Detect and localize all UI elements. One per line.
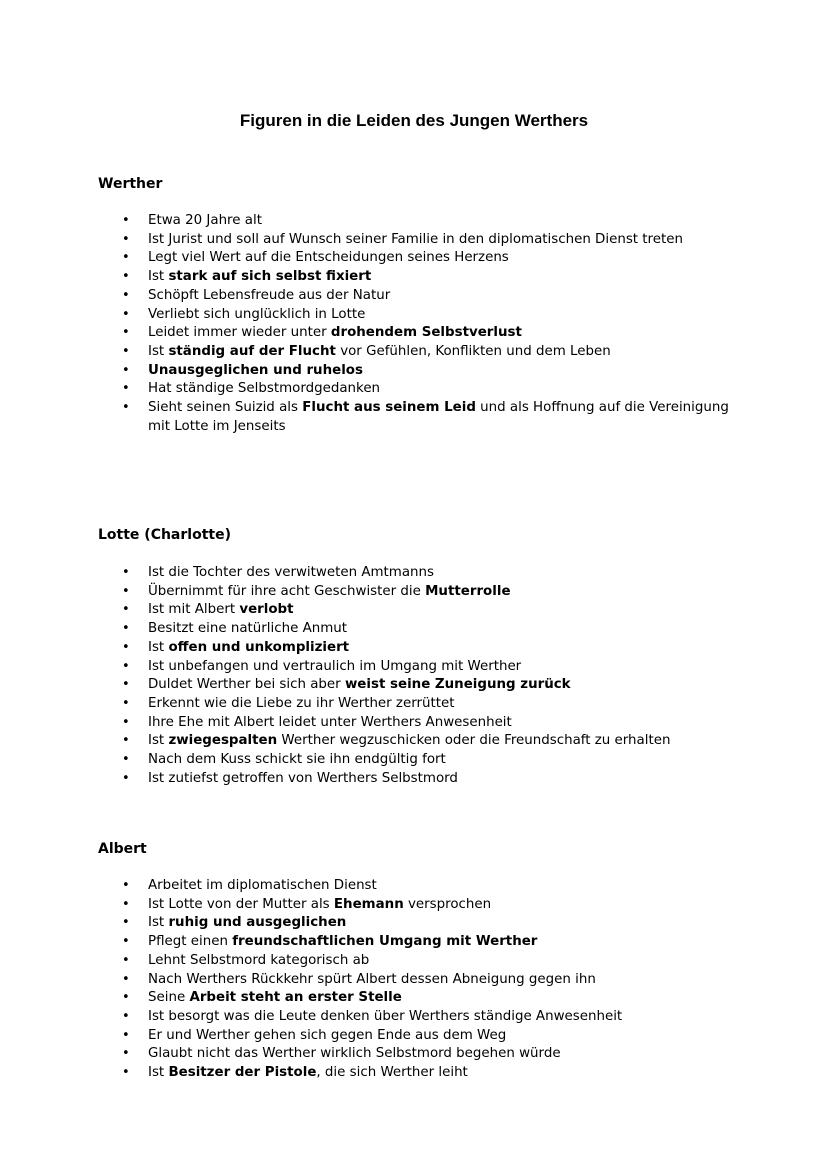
list-item — [0, 658, 828, 677]
bullet-icon: • — [122, 658, 130, 674]
item-text: Ist — [148, 1065, 169, 1081]
list-item — [0, 770, 828, 789]
item-text: Schöpft Lebensfreude aus der Natur — [148, 287, 391, 303]
bullet-icon: • — [122, 583, 130, 599]
list-item — [0, 287, 828, 306]
item-text: Er und Werther gehen sich gegen Ende aus dem Weg — [148, 1027, 507, 1043]
emphasis-text: offen und unkompliziert — [168, 639, 350, 655]
bullet-icon: • — [122, 752, 130, 768]
emphasis-text: weist seine Zuneigung zurück — [344, 677, 571, 693]
bullet-icon: • — [122, 621, 130, 637]
emphasis-text: Mutterrolle — [425, 583, 511, 599]
list-item — [0, 620, 828, 639]
emphasis-text: Ehemann — [333, 896, 404, 912]
bullet-icon: • — [122, 639, 130, 655]
item-text: Hat ständige Selbstmordgedanken — [148, 381, 381, 397]
item-text: Ist unbefangen und vertraulich im Umgang mit Werther — [148, 658, 522, 674]
item-text: Glaubt nicht das Werther wirklich Selbstmord begehen würde — [148, 1046, 561, 1062]
list-item — [0, 212, 828, 231]
list-item — [0, 695, 828, 714]
item-text: Ist — [148, 733, 169, 749]
emphasis-text: drohendem Selbstverlust — [330, 325, 522, 341]
document-title: Figuren in die Leiden des Jungen Werthers — [239, 111, 589, 130]
emphasis-text: Flucht aus seinem Leid — [302, 400, 476, 416]
list-item — [0, 877, 828, 896]
bullet-icon: • — [122, 1027, 130, 1043]
item-text: Arbeitet im diplomatischen Dienst — [148, 878, 377, 893]
list-item — [0, 343, 828, 362]
albert-list — [0, 877, 828, 1083]
item-text: Ist die Tochter des verwitweten Amtmanns — [148, 565, 434, 580]
list-item — [0, 231, 828, 250]
item-text: Duldet Werther bei sich aber — [148, 677, 345, 693]
item-text: Nach dem Kuss schickt sie ihn endgültig fort — [148, 752, 446, 768]
bullet-icon: • — [122, 231, 130, 247]
item-text: und als Hoffnung auf die Vereinigung mit Lotte im Jenseits — [148, 400, 729, 434]
item-text: Erkennt wie die Liebe zu ihr Werther zerrüttet — [148, 695, 455, 711]
emphasis-text: Besitzer der Pistole — [168, 1065, 317, 1081]
bullet-icon: • — [122, 1008, 130, 1024]
emphasis-text: zwiegespalten — [168, 733, 278, 749]
emphasis-text: freundschaftlichen Umgang mit Werther — [232, 934, 538, 950]
bullet-icon: • — [122, 878, 130, 893]
list-item — [0, 601, 828, 620]
bullet-icon: • — [122, 934, 130, 950]
section-heading-albert: Albert — [98, 841, 147, 857]
list-item — [0, 639, 828, 658]
list-item — [0, 914, 828, 933]
list-item — [0, 362, 828, 381]
item-text: Sieht seinen Suizid als — [148, 400, 303, 416]
bullet-icon: • — [122, 695, 130, 711]
werther-list — [0, 212, 828, 436]
item-text: vor Gefühlen, Konflikten und dem Leben — [335, 343, 611, 359]
bullet-icon: • — [122, 733, 130, 749]
section-heading-lotte: Lotte (Charlotte) — [98, 527, 231, 543]
item-text: Besitzt eine natürliche Anmut — [148, 621, 347, 637]
bullet-icon: • — [122, 362, 130, 378]
item-text: , die sich Werther leiht — [316, 1065, 468, 1081]
item-text: Etwa 20 Jahre alt — [148, 213, 262, 228]
item-text: Ist besorgt was die Leute denken über Werthers ständige Anwesenheit — [148, 1008, 623, 1024]
list-item — [0, 971, 828, 990]
bullet-icon: • — [122, 952, 130, 968]
bullet-icon: • — [122, 990, 130, 1006]
bullet-icon: • — [122, 250, 130, 266]
list-item — [0, 399, 828, 436]
item-text: Ist zutiefst getroffen von Werthers Selbstmord — [148, 770, 458, 786]
list-item — [0, 732, 828, 751]
list-item — [0, 249, 828, 268]
bullet-icon: • — [122, 1065, 130, 1081]
bullet-icon: • — [122, 381, 130, 397]
bullet-icon: • — [122, 896, 130, 912]
bullet-icon: • — [122, 677, 130, 693]
list-item — [0, 564, 828, 583]
emphasis-text: Unausgeglichen und ruhelos — [148, 362, 363, 378]
list-item — [0, 676, 828, 695]
bullet-icon: • — [122, 213, 130, 228]
item-text: versprochen — [403, 896, 492, 912]
bullet-icon: • — [122, 306, 130, 322]
bullet-icon: • — [122, 714, 130, 730]
item-text: Seine — [148, 990, 190, 1006]
list-item — [0, 989, 828, 1008]
item-text: Ist mit Albert — [148, 602, 240, 618]
item-text: Ist — [148, 915, 169, 931]
list-item — [0, 1008, 828, 1027]
bullet-icon: • — [122, 343, 130, 359]
item-text: Ist — [148, 269, 169, 285]
list-item — [0, 933, 828, 952]
item-text: Pflegt einen — [148, 934, 233, 950]
bullet-icon: • — [122, 269, 130, 285]
item-text: Legt viel Wert auf die Entscheidungen seines Herzens — [148, 250, 509, 266]
item-text: Ihre Ehe mit Albert leidet unter Werthers Anwesenheit — [148, 714, 512, 730]
list-item — [0, 380, 828, 399]
bullet-icon: • — [122, 325, 130, 341]
item-text: Ist — [148, 639, 169, 655]
emphasis-text: ständig auf der Flucht — [168, 343, 336, 359]
bullet-icon: • — [122, 287, 130, 303]
list-item — [0, 714, 828, 733]
item-text: Ist — [148, 343, 169, 359]
item-text: Verliebt sich unglücklich in Lotte — [148, 306, 366, 322]
item-text: Werther wegzuschicken oder die Freundschaft zu erhalten — [277, 733, 671, 749]
item-text: Ist Jurist und soll auf Wunsch seiner Familie in den diplomatischen Dienst treten — [148, 231, 683, 247]
emphasis-text: verlobt — [239, 602, 294, 618]
item-text: Übernimmt für ihre acht Geschwister die — [148, 583, 426, 599]
item-text: Lehnt Selbstmord kategorisch ab — [148, 952, 370, 968]
list-item — [0, 306, 828, 325]
item-text: Leidet immer wieder unter — [148, 325, 331, 341]
list-item — [0, 1064, 828, 1083]
lotte-list — [0, 564, 828, 788]
bullet-icon: • — [122, 915, 130, 931]
bullet-icon: • — [122, 565, 130, 580]
list-item — [0, 268, 828, 287]
emphasis-text: stark auf sich selbst fixiert — [168, 269, 372, 285]
list-item — [0, 324, 828, 343]
list-item — [0, 751, 828, 770]
list-item — [0, 583, 828, 602]
item-text: Ist Lotte von der Mutter als — [148, 896, 334, 912]
bullet-icon: • — [122, 400, 130, 416]
section-heading-werther: Werther — [98, 176, 163, 192]
bullet-icon: • — [122, 770, 130, 786]
bullet-icon: • — [122, 1046, 130, 1062]
list-item — [0, 952, 828, 971]
emphasis-text: ruhig und ausgeglichen — [168, 915, 347, 931]
list-item — [0, 1045, 828, 1064]
bullet-icon: • — [122, 602, 130, 618]
item-text: Nach Werthers Rückkehr spürt Albert dessen Abneigung gegen ihn — [148, 971, 596, 987]
bullet-icon: • — [122, 971, 130, 987]
list-item — [0, 896, 828, 915]
emphasis-text: Arbeit steht an erster Stelle — [189, 990, 402, 1006]
list-item — [0, 1027, 828, 1046]
